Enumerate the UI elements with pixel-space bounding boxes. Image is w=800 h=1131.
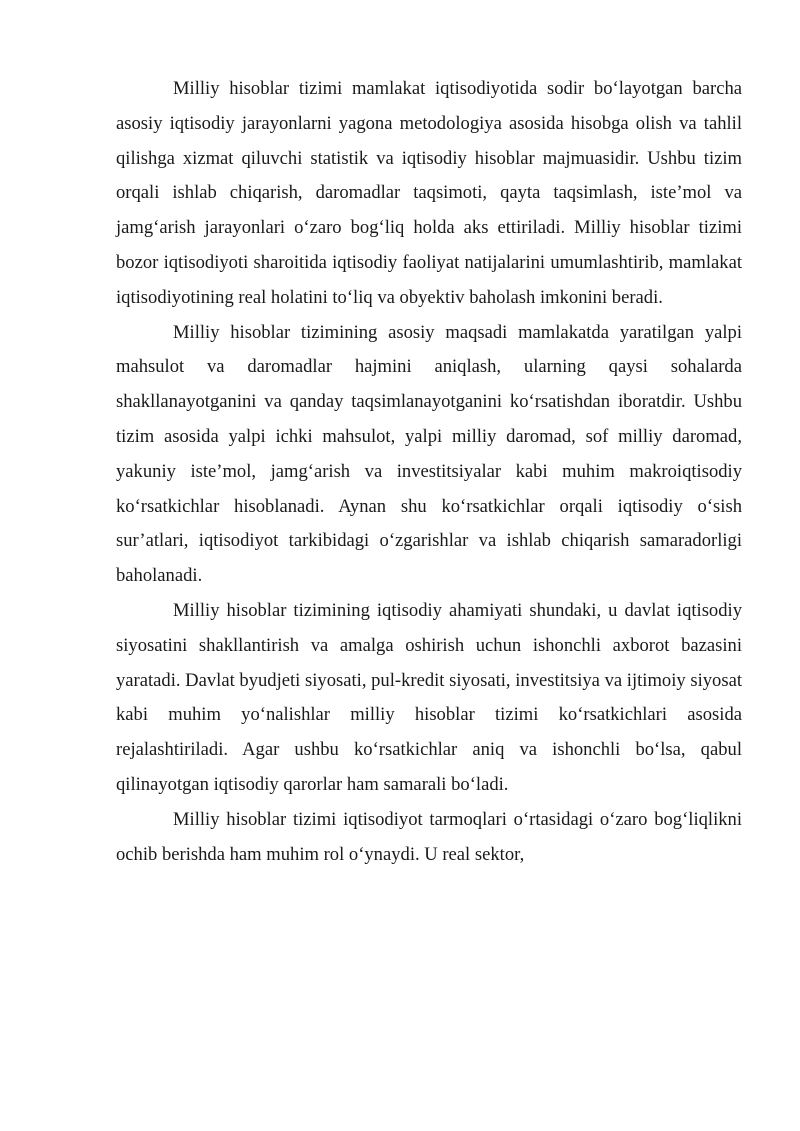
document-page [116, 72, 742, 872]
paragraph-2: Milliy hisoblar tizimining asosiy maqsadi mamlakatda yaratilgan yalpi mahsulot va daromadlar hajmini aniqlash, ularning qaysi sohalarda shakllanayotganini va qanday taqsimlanayotganini ko‘rsatishdan iboratdir. Ushbu tizim asosida yalpi ichki mahsulot, yalpi milliy daromad, sof milliy daromad, yakuniy iste’mol, jamg‘arish va investitsiyalar kabi muhim makroiqtisodiy ko‘rsatkichlar hisoblanadi. Aynan shu ko‘rsatkichlar orqali iqtisodiy o‘sish sur’atlari, iqtisodiyot tarkibidagi o‘zgarishlar va ishlab chiqarish samaradorligi baholanadi. [116, 321, 742, 587]
paragraph-4: Milliy hisoblar tizimi iqtisodiyot tarmoqlari o‘rtasidagi o‘zaro bog‘liqlikni ochib berishda ham muhim rol o‘ynaydi. U real sektor, [116, 808, 742, 865]
paragraph-3: Milliy hisoblar tizimining iqtisodiy ahamiyati shundaki, u davlat iqtisodiy siyosatini shakllantirish va amalga oshirish uchun ishonchli axborot bazasini yaratadi. Davlat byudjeti siyosati, pul-kredit siyosati, investitsiya va ijtimoiy siyosat kabi muhim yo‘nalishlar milliy hisoblar tizimi ko‘rsatkichlari asosida rejalashtiriladi. Agar ushbu ko‘rsatkichlar aniq va ishonchli bo‘lsa, qabul qilinayotgan iqtisodiy qarorlar ham samarali bo‘ladi. [116, 599, 742, 795]
paragraph-1: Milliy hisoblar tizimi mamlakat iqtisodiyotida sodir bo‘layotgan barcha asosiy iqtisodiy jarayonlarni yagona metodologiya asosida hisobga olish va tahlil qilishga xizmat qiluvchi statistik va iqtisodiy hisoblar majmuasidir. Ushbu tizim orqali ishlab chiqarish, daromadlar taqsimoti, qayta taqsimlash, iste’mol va jamg‘arish jarayonlari o‘zaro bog‘liq holda aks ettiriladi. Milliy hisoblar tizimi bozor iqtisodiyoti sharoitida iqtisodiy faoliyat natijalarini umumlashtirib, mamlakat iqtisodiyotining real holatini to‘liq va obyektiv baholash imkonini beradi. [116, 78, 742, 308]
